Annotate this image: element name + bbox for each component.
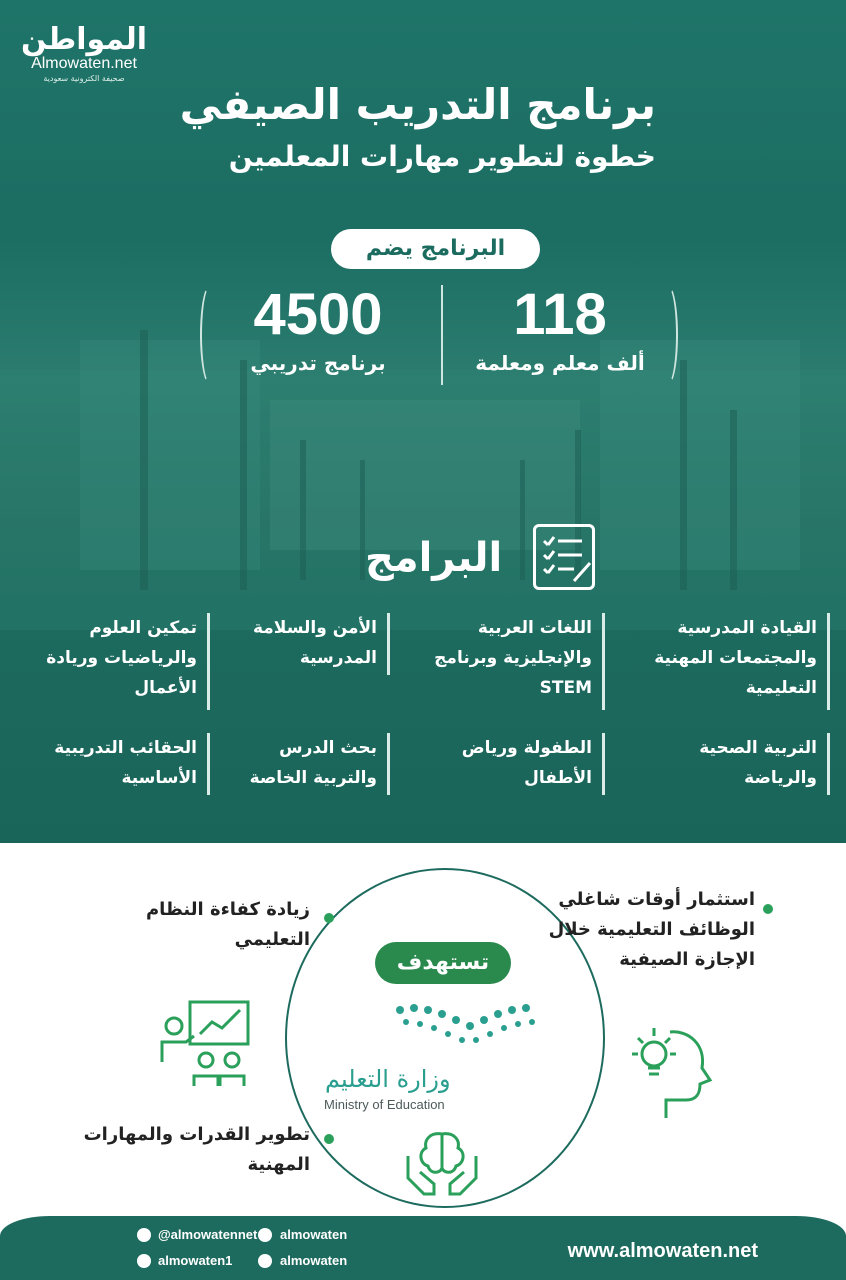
- instagram-icon[interactable]: [137, 1254, 151, 1268]
- instagram-handle[interactable]: almowaten1: [158, 1253, 233, 1268]
- program-item: اللغات العربية والإنجليزية وبرنامج STEM: [410, 613, 605, 710]
- brain-hands-icon: [404, 1128, 480, 1198]
- goal-item: تطوير القدرات والمهارات المهنية: [83, 1124, 310, 1175]
- stat-value: 118: [513, 282, 607, 347]
- goal-item: استثمار أوقات شاغلي الوظائف التعليمية خلال الإجازة الصيفية: [548, 889, 755, 970]
- bullet: [324, 913, 334, 923]
- ministry-logo-icon: [394, 1000, 538, 1056]
- website-link[interactable]: www.almowaten.net: [567, 1240, 758, 1262]
- snapchat-handle[interactable]: almowaten: [280, 1227, 348, 1242]
- stat-label: ألف معلم ومعلمة: [475, 351, 645, 375]
- ministry-name-en: Ministry of Education: [324, 1097, 445, 1112]
- stat-teachers: [462, 283, 658, 375]
- stat-programs: [218, 283, 418, 375]
- programs-title: البرامج: [365, 535, 503, 581]
- lightbulb-head-icon: [626, 1022, 720, 1122]
- ministry-name-ar: وزارة التعليم: [325, 1065, 451, 1093]
- building-background: [0, 330, 846, 630]
- includes-label: البرنامج يضم: [331, 229, 540, 269]
- program-item: القيادة المدرسية والمجتمعات المهنية التعليمية: [613, 613, 830, 710]
- brand-logo[interactable]: [14, 22, 154, 83]
- programs-grid: [0, 608, 846, 808]
- program-item: الحقائب التدريبية الأساسية: [14, 733, 210, 795]
- program-item: التربية الصحية والرياضة: [668, 733, 830, 795]
- bracket-right: [658, 285, 678, 385]
- facebook-icon[interactable]: [258, 1254, 272, 1268]
- program-item: تمكين العلوم والرياضيات وريادة الأعمال: [14, 613, 210, 710]
- checklist-icon: [533, 524, 595, 590]
- goal-item: زيادة كفاءة النظام التعليمي: [145, 899, 310, 950]
- logo-site: Almowaten.net: [31, 55, 137, 72]
- twitter-icon[interactable]: [137, 1228, 151, 1242]
- program-item: الأمن والسلامة المدرسية: [222, 613, 390, 675]
- logo-tagline: صحيفة الكترونية سعودية: [43, 74, 125, 83]
- targets-label: تستهدف: [375, 942, 511, 984]
- page-subtitle: خطوة لتطوير مهارات المعلمين: [228, 140, 656, 173]
- program-item: الطفولة ورياض الأطفال: [430, 733, 605, 795]
- stat-label: برنامج تدريبي: [250, 351, 386, 375]
- program-item: بحث الدرس والتربية الخاصة: [218, 733, 390, 795]
- bullet: [763, 904, 773, 914]
- stat-divider: [441, 285, 443, 385]
- facebook-handle[interactable]: almowaten: [280, 1253, 348, 1268]
- twitter-handle[interactable]: @almowatennet: [158, 1227, 258, 1242]
- bracket-left: [200, 285, 220, 385]
- bullet: [324, 1134, 334, 1144]
- logo-mark: المواطن: [20, 22, 147, 57]
- stat-value: 4500: [253, 282, 383, 347]
- presentation-icon: [160, 998, 252, 1090]
- page-title: برنامج التدريب الصيفي: [179, 80, 656, 129]
- snapchat-icon[interactable]: [258, 1228, 272, 1242]
